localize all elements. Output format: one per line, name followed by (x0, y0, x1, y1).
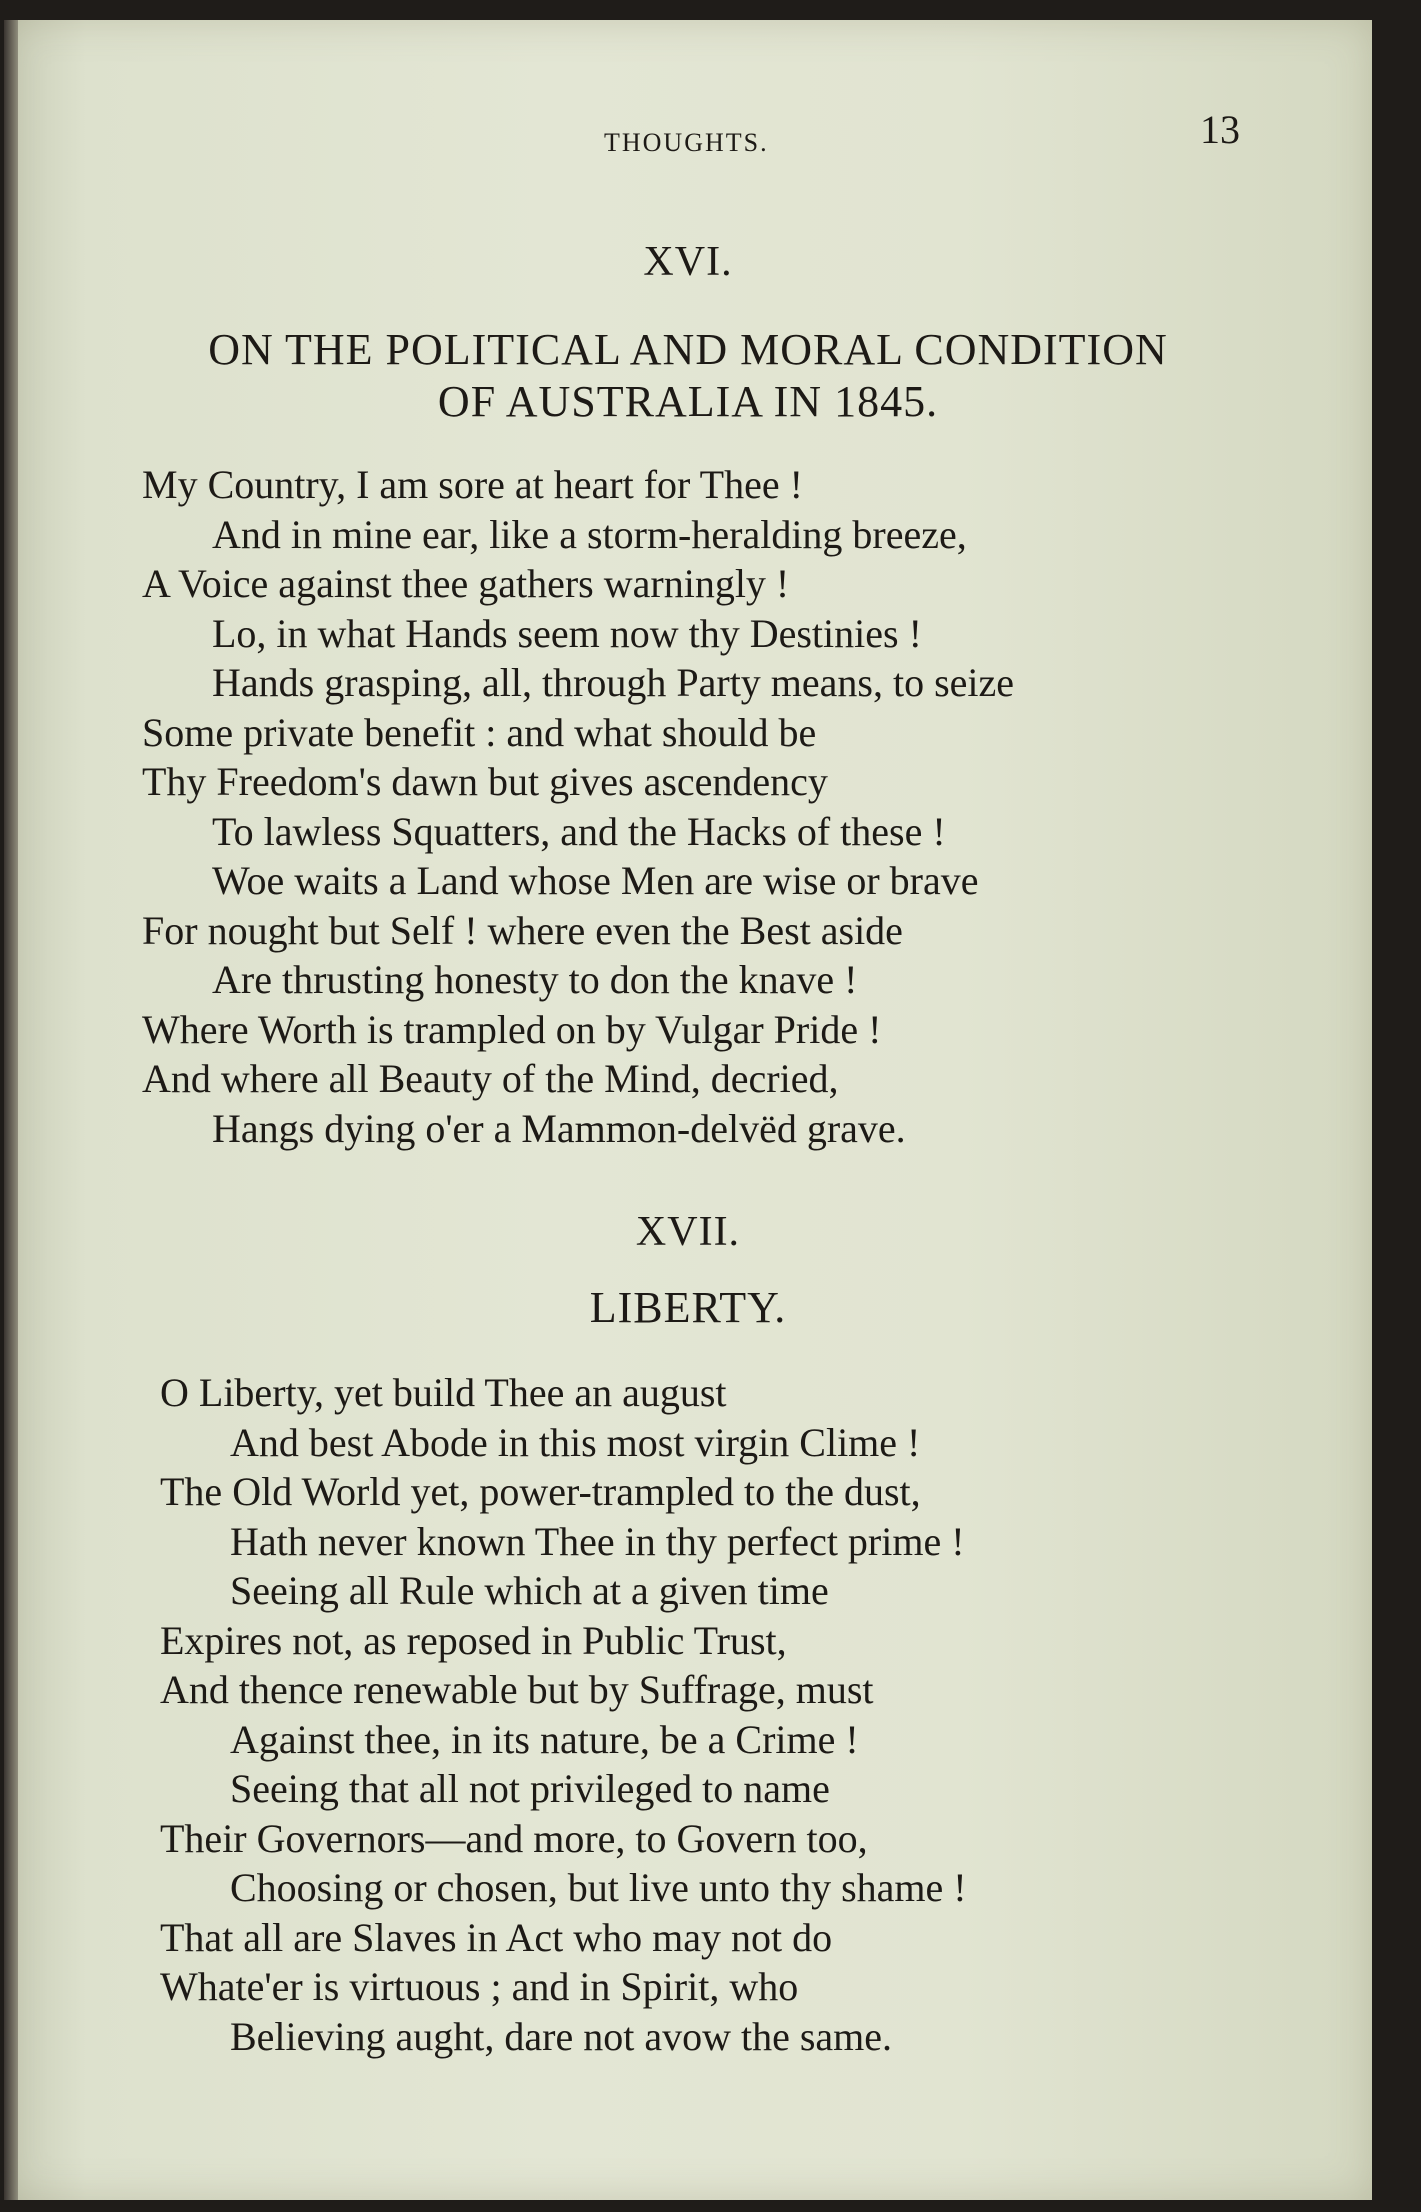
section-title-line: ON THE POLITICAL AND MORAL CONDITION (208, 325, 1168, 374)
poem-line: And best Abode in this most virgin Clime ! (230, 1419, 921, 1465)
poem-line: Against thee, in its nature, be a Crime ! (230, 1716, 859, 1762)
poem-line: Expires not, as reposed in Public Trust, (160, 1617, 787, 1663)
book-page (4, 20, 1372, 2200)
section-title-line: LIBERTY. (589, 1283, 787, 1332)
poem-line: And thence renewable but by Suffrage, must (160, 1667, 874, 1712)
section-title-line: OF AUSTRALIA IN 1845. (437, 377, 939, 426)
poem-line: Are thrusting honesty to don the knave ! (212, 957, 858, 1002)
poem-line: To lawless Squatters, and the Hacks of these ! (212, 808, 946, 854)
poem-line: Lo, in what Hands seem now thy Destinies ! (212, 610, 922, 656)
poem-line: Hands grasping, all, through Party means, to seize (212, 660, 1015, 705)
poem-line: Thy Freedom's dawn but gives ascendency (142, 759, 828, 804)
poem-line: Where Worth is trampled on by Vulgar Pride ! (142, 1006, 882, 1052)
page-number: 13 (1200, 107, 1240, 152)
poem-line: Hath never known Thee in thy perfect prime ! (230, 1518, 965, 1564)
poem-line: For nought but Self ! where even the Best aside (142, 907, 903, 953)
section-number-xvii: XVII. (635, 1209, 741, 1255)
poem-line: A Voice against thee gathers warningly ! (142, 561, 790, 606)
running-title: THOUGHTS. (604, 128, 769, 157)
poem-line: My Country, I am sore at heart for Thee ! (142, 462, 803, 507)
section-title-xvi (4, 324, 1372, 428)
poem-line: The Old World yet, power-trampled to the dust, (160, 1469, 921, 1514)
section-number-xvi: XVI. (643, 239, 733, 285)
poem-line: Seeing all Rule which at a given time (230, 1568, 829, 1613)
poem-line: Whate'er is virtuous ; and in Spirit, who (160, 1964, 799, 2009)
poem-line: That all are Slaves in Act who may not do (160, 1914, 833, 1960)
poem-line: Woe waits a Land whose Men are wise or brave (212, 858, 979, 903)
poem-xvii (160, 1368, 1421, 2061)
poem-line: And where all Beauty of the Mind, decried, (142, 1056, 839, 1101)
poem-line: Hangs dying o'er a Mammon-delvëd grave. (212, 1105, 906, 1151)
poem-line: And in mine ear, like a storm-heralding breeze, (212, 511, 967, 557)
poem-line: Choosing or chosen, but live unto thy shame ! (230, 1865, 967, 1910)
poem-line: Believing aught, dare not avow the same. (230, 2013, 893, 2059)
poem-line: O Liberty, yet build Thee an august (160, 1370, 727, 1415)
poem-line: Seeing that all not privileged to name (230, 1766, 830, 1811)
poem-xvi (142, 460, 1421, 1153)
section-title-xvii (4, 1282, 1372, 1334)
poem-line: Some private benefit : and what should be (142, 709, 817, 755)
poem-line: Their Governors—and more, to Govern too, (160, 1815, 868, 1861)
